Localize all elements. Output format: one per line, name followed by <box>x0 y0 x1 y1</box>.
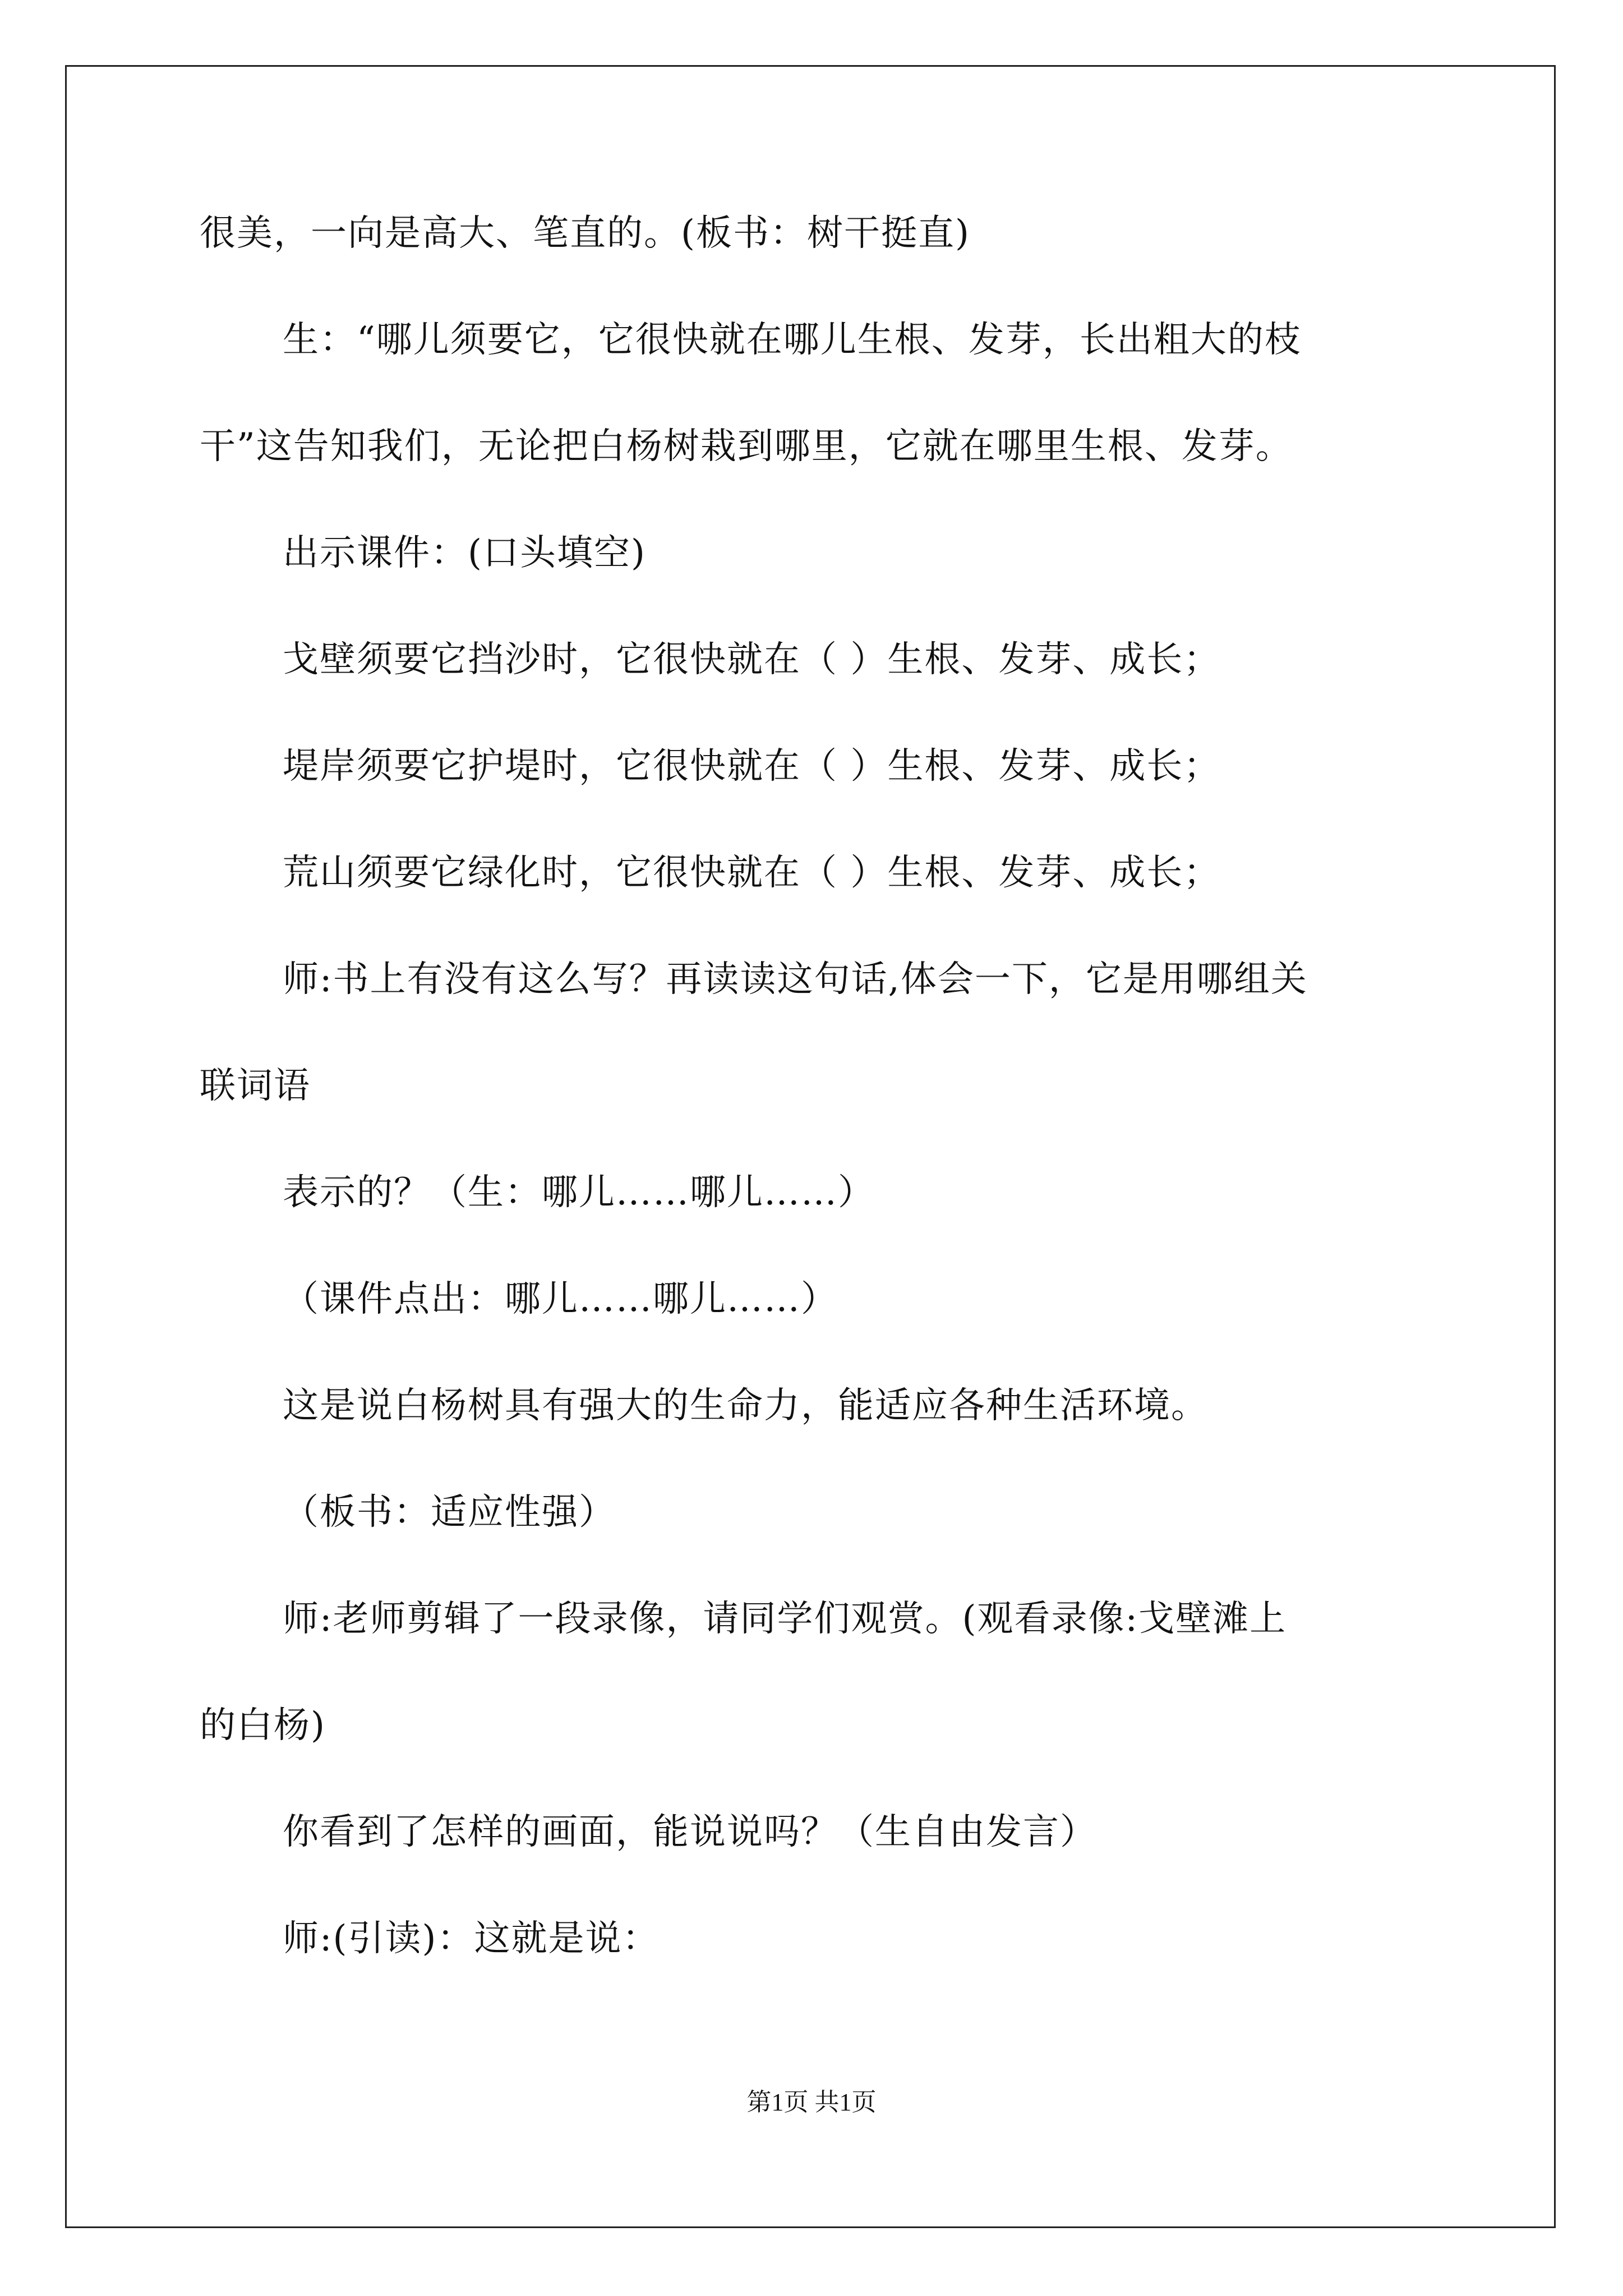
text-line: 师:书上有没有这么写？再读读这句话,体会一下，它是用哪组关 <box>283 959 1308 1000</box>
text-line: 荒山须要它绿化时，它很快就在（ ）生根、发芽、成长； <box>283 852 1221 894</box>
text-line: 堤岸须要它护堤时，它很快就在（ ）生根、发芽、成长； <box>283 746 1221 787</box>
text-line: （课件点出：哪儿……哪儿……） <box>283 1278 838 1320</box>
page-footer: 第1页 共1页 <box>746 2088 877 2116</box>
text-line: 的白杨) <box>200 1705 326 1746</box>
text-line: （板书：适应性强） <box>283 1492 616 1533</box>
text-line: 师:老师剪辑了一段录像，请同学们观赏。(观看录像:戈壁滩上 <box>283 1598 1287 1640</box>
text-line: 干”这告知我们，无论把白杨树栽到哪里，它就在哪里生根、发芽。 <box>200 426 1293 467</box>
text-line: 很美，一向是高大、笔直的。(板书：树干挺直) <box>200 213 970 254</box>
text-line: 表示的？（生：哪儿……哪儿……） <box>283 1172 875 1213</box>
text-line: 这是说白杨树具有强大的生命力，能适应各种生活环境。 <box>283 1385 1208 1427</box>
page-border <box>65 65 1556 2228</box>
text-line: 生：“哪儿须要它，它很快就在哪儿生根、发芽，长出粗大的枝 <box>283 319 1302 361</box>
text-line: 出示课件：(口头填空) <box>283 532 646 574</box>
text-line: 联词语 <box>200 1065 311 1107</box>
text-line: 师:(引读)：这就是说： <box>283 1918 660 1959</box>
text-line: 戈壁须要它挡沙时，它很快就在（ ）生根、发芽、成长； <box>283 639 1221 680</box>
text-line: 你看到了怎样的画面，能说说吗？（生自由发言） <box>283 1811 1097 1853</box>
